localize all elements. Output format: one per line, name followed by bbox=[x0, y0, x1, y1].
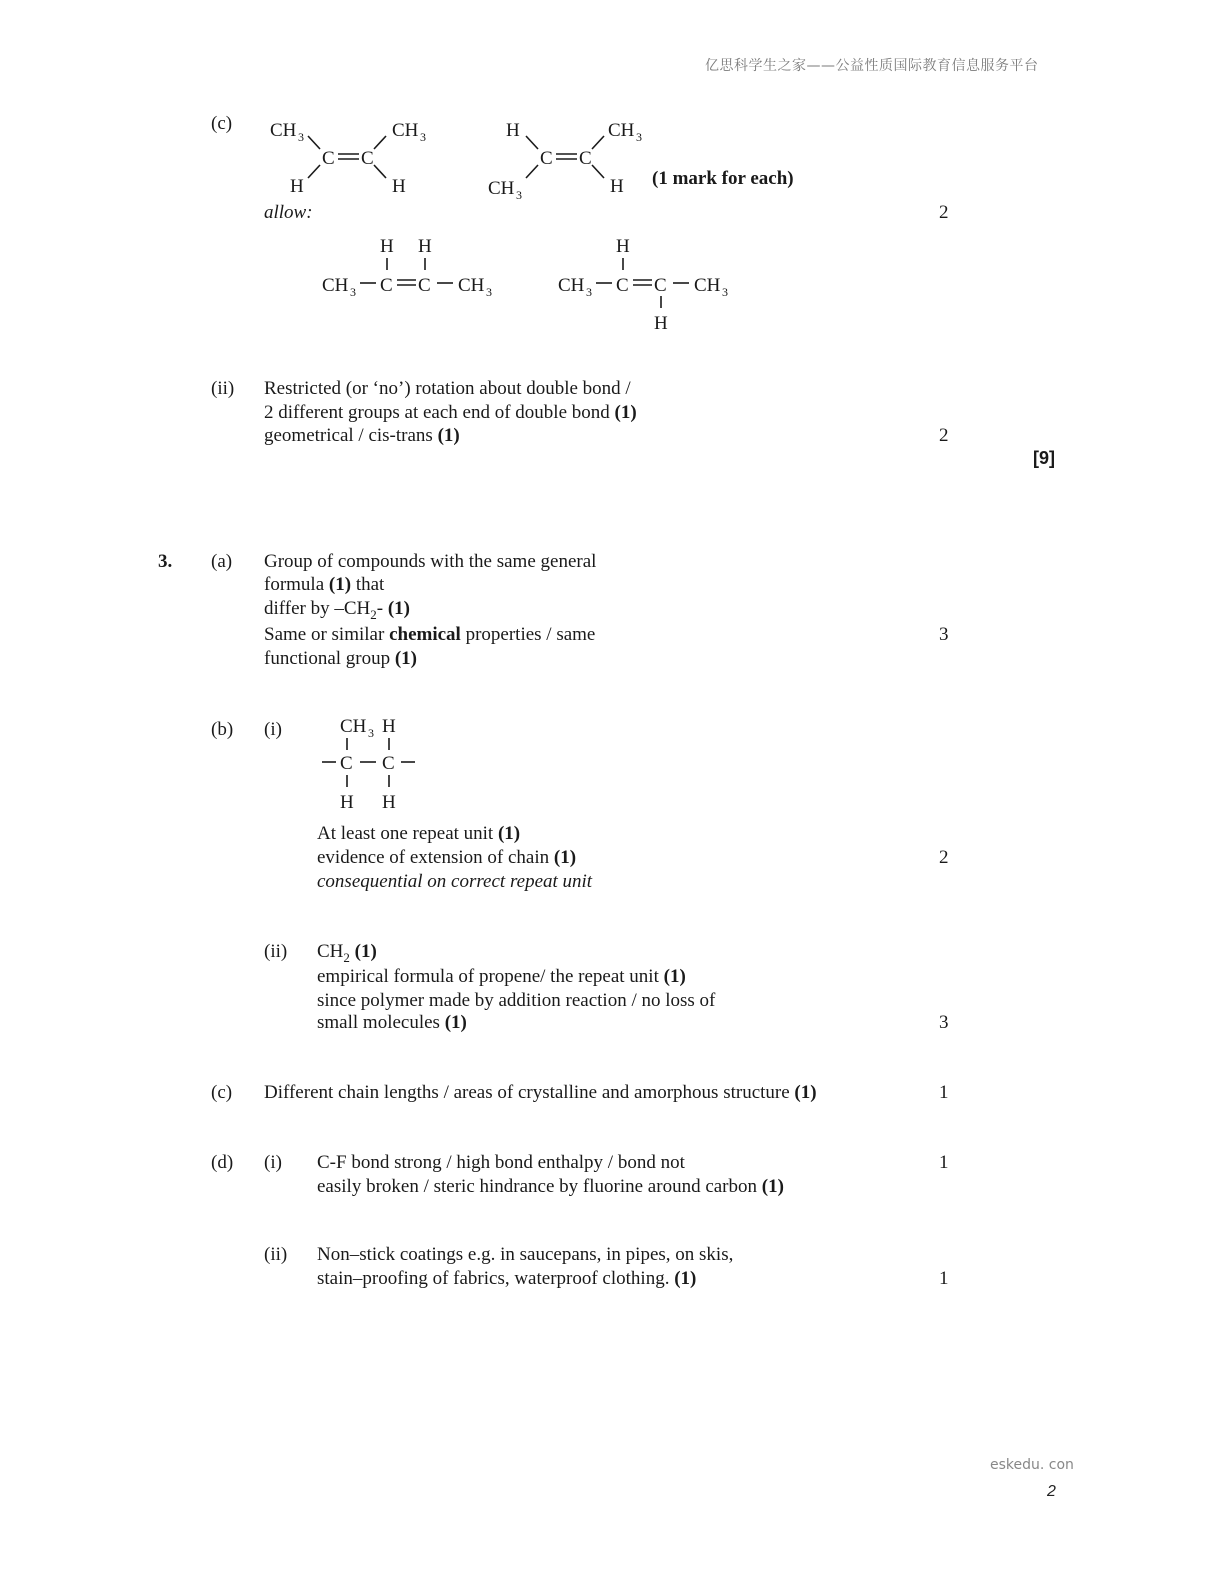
svg-text:3: 3 bbox=[420, 130, 426, 144]
answer-line: stain–proofing of fabrics, waterproof clothing. (1) bbox=[317, 1268, 697, 1289]
hydrogen-label: H bbox=[418, 236, 432, 257]
part-label-3d: (d) bbox=[211, 1152, 234, 1173]
answer-line: easily broken / steric hindrance by fluorine around carbon (1) bbox=[317, 1176, 784, 1197]
ch3-label: CH bbox=[488, 178, 515, 199]
hydrogen-label: H bbox=[382, 792, 396, 813]
answer-line: geometrical / cis-trans (1) bbox=[264, 425, 460, 446]
ch3-label: CH bbox=[458, 275, 485, 296]
svg-text:3: 3 bbox=[586, 285, 592, 299]
answer-line: Same or similar chemical properties / same bbox=[264, 624, 596, 645]
hydrogen-label: H bbox=[290, 176, 304, 197]
hydrogen-label: H bbox=[616, 236, 630, 257]
hydrogen-label: H bbox=[654, 313, 668, 334]
ch3-label: CH bbox=[694, 275, 721, 296]
svg-text:3: 3 bbox=[486, 285, 492, 299]
ch3-label: CH bbox=[392, 120, 419, 141]
ch3-label: CH bbox=[608, 120, 635, 141]
svg-text:3: 3 bbox=[516, 188, 522, 202]
hydrogen-label: H bbox=[340, 792, 354, 813]
answer-line: since polymer made by addition reaction / no loss of bbox=[317, 990, 716, 1011]
carbon-label: C bbox=[418, 275, 431, 296]
question-number-3: 3. bbox=[158, 551, 173, 572]
marks-3d-ii: 1 bbox=[939, 1268, 949, 1289]
answer-line: functional group (1) bbox=[264, 648, 418, 669]
answer-line: Different chain lengths / areas of crystalline and amorphous structure (1) bbox=[264, 1082, 817, 1103]
part-label-3c: (c) bbox=[211, 1082, 233, 1103]
mark-note: (1 mark for each) bbox=[652, 168, 794, 189]
footer-site: eskedu. con bbox=[990, 1457, 1074, 1473]
answer-line: 2 different groups at each end of double bond (1) bbox=[264, 402, 637, 423]
trans-but-2-ene-structure bbox=[478, 112, 678, 202]
marks-3d-i: 1 bbox=[939, 1152, 949, 1173]
svg-text:3: 3 bbox=[722, 285, 728, 299]
carbon-label: C bbox=[340, 753, 353, 774]
answer-line: empirical formula of propene/ the repeat unit (1) bbox=[317, 966, 686, 987]
part-label-3d-ii: (ii) bbox=[264, 1244, 288, 1265]
part-label-2c: (c) bbox=[211, 113, 233, 134]
hydrogen-label: H bbox=[380, 236, 394, 257]
part-label-3b-i: (i) bbox=[264, 719, 282, 740]
allow-cis-structure bbox=[318, 232, 518, 332]
answer-line: small molecules (1) bbox=[317, 1012, 467, 1033]
ch3-label: CH bbox=[558, 275, 585, 296]
carbon-label: C bbox=[382, 753, 395, 774]
part-label-2c-ii: (ii) bbox=[211, 378, 235, 399]
hydrogen-label: H bbox=[506, 120, 520, 141]
answer-line: Non–stick coatings e.g. in saucepans, in pipes, on skis, bbox=[317, 1244, 734, 1265]
marks-3b-ii: 3 bbox=[939, 1012, 949, 1033]
hydrogen-label: H bbox=[382, 716, 396, 737]
allow-label: allow: bbox=[264, 202, 313, 223]
part-label-3d-i: (i) bbox=[264, 1152, 282, 1173]
carbon-label: C bbox=[579, 148, 592, 169]
part-label-3b: (b) bbox=[211, 719, 234, 740]
polypropene-repeat-unit bbox=[316, 712, 436, 816]
answer-line: Group of compounds with the same general bbox=[264, 551, 597, 572]
hydrogen-label: H bbox=[610, 176, 624, 197]
svg-text:3: 3 bbox=[368, 726, 374, 740]
svg-text:3: 3 bbox=[636, 130, 642, 144]
answer-line: formula (1) that bbox=[264, 574, 385, 595]
carbon-label: C bbox=[540, 148, 553, 169]
carbon-label: C bbox=[380, 275, 393, 296]
carbon-label: C bbox=[322, 148, 335, 169]
carbon-label: C bbox=[616, 275, 629, 296]
header-site-text: 亿思科学生之家——公益性质国际教育信息服务平台 bbox=[705, 58, 1039, 74]
cis-but-2-ene-structure bbox=[262, 112, 462, 202]
answer-line: evidence of extension of chain (1) bbox=[317, 847, 577, 868]
marks-3a: 3 bbox=[939, 624, 949, 645]
part-label-3a: (a) bbox=[211, 551, 233, 572]
ch3-label: CH bbox=[340, 716, 367, 737]
marks-3b-i: 2 bbox=[939, 847, 949, 868]
answer-line: At least one repeat unit (1) bbox=[317, 823, 521, 844]
svg-text:3: 3 bbox=[350, 285, 356, 299]
question-total: [9] bbox=[1033, 448, 1055, 468]
ch3-label: CH bbox=[322, 275, 349, 296]
carbon-label: C bbox=[361, 148, 374, 169]
allow-trans-structure bbox=[554, 232, 754, 332]
marks-3c: 1 bbox=[939, 1082, 949, 1103]
carbon-label: C bbox=[654, 275, 667, 296]
answer-line: differ by $-CH_2-$ (1) bbox=[264, 598, 410, 622]
answer-note: consequential on correct repeat unit bbox=[317, 871, 593, 892]
ch3-label: CH bbox=[270, 120, 297, 141]
part-label-3b-ii: (ii) bbox=[264, 941, 288, 962]
marks-2c-ii: 2 bbox=[939, 425, 949, 446]
answer-line: Restricted (or ‘no’) rotation about double bond / bbox=[264, 378, 631, 399]
answer-line: C-F bond strong / high bond enthalpy / bond not bbox=[317, 1152, 685, 1173]
answer-line: $CH_2$ (1) bbox=[317, 941, 377, 965]
hydrogen-label: H bbox=[392, 176, 406, 197]
marks-2c: 2 bbox=[939, 202, 949, 223]
svg-text:3: 3 bbox=[298, 130, 304, 144]
page-number: 2 bbox=[1047, 1483, 1056, 1500]
